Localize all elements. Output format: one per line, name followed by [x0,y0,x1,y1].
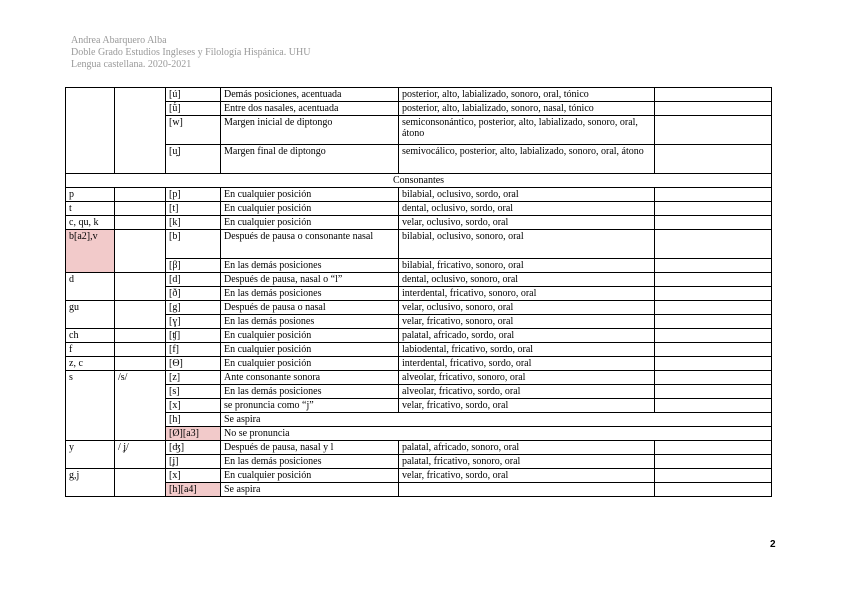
features-cell: palatal, africado, sonoro, oral [399,441,655,455]
position-cell: En las demás posiciones [221,385,399,399]
extra-cell [655,329,772,343]
spelling-cell: y [66,441,115,469]
features-cell: posterior, alto, labializado, sonoro, oral, tónico [399,88,655,102]
position-cell: Margen inicial de diptongo [221,116,399,145]
extra-cell [655,259,772,273]
position-cell: Entre dos nasales, acentuada [221,102,399,116]
extra-cell [655,441,772,455]
allophone-cell: [f] [166,343,221,357]
spelling-cell: t [66,202,115,216]
table-row [66,399,772,413]
allophone-cell: [u̯] [166,145,221,174]
position-cell: En cualquier posición [221,216,399,230]
extra-cell [655,216,772,230]
position-cell: Después de pausa, nasal y l [221,441,399,455]
position-cell: En cualquier posición [221,202,399,216]
table-row [66,202,772,216]
extra-cell [655,469,772,483]
header-degree: Doble Grado Estudios Ingleses y Filología Hispánica. UHU [71,47,311,58]
table-row [66,145,772,174]
features-cell: palatal, africado, sordo, oral [399,329,655,343]
allophone-cell: [g] [166,301,221,315]
allophone-cell: [k] [166,216,221,230]
table-row [66,441,772,455]
allophone-cell: [d] [166,273,221,287]
section-label-consonantes: Consonantes [66,174,772,188]
position-cell: Demás posiciones, acentuada [221,88,399,102]
allophone-cell: [β] [166,259,221,273]
phoneme-cell [115,202,166,216]
allophone-cell: [ṹ] [166,102,221,116]
position-cell: Margen final de diptongo [221,145,399,174]
position-cell: Ante consonante sonora [221,371,399,385]
extra-cell [655,188,772,202]
features-cell: interdental, fricativo, sonoro, oral [399,287,655,301]
spelling-cell: g,j [66,469,115,497]
spelling-cell: z, c [66,357,115,371]
features-cell: dental, oclusivo, sonoro, oral [399,273,655,287]
table-row [66,287,772,301]
features-cell: dental, oclusivo, sordo, oral [399,202,655,216]
extra-cell [655,385,772,399]
features-cell: alveolar, fricativo, sonoro, oral [399,371,655,385]
phoneme-cell [115,188,166,202]
table-row [66,469,772,483]
features-cell: velar, oclusivo, sordo, oral [399,216,655,230]
features-cell: bilabial, oclusivo, sonoro, oral [399,230,655,259]
allophone-cell: [s] [166,385,221,399]
position-cell: Después de pausa, nasal o “l” [221,273,399,287]
features-cell: interdental, fricativo, sordo, oral [399,357,655,371]
table-row [66,116,772,145]
section-row [66,174,772,188]
position-cell: se pronuncia como “j” [221,399,399,413]
extra-cell [655,145,772,174]
position-cell: No se pronuncia [221,427,772,441]
allophone-cell: [ʤ] [166,441,221,455]
extra-cell [655,273,772,287]
table-row [66,427,772,441]
extra-cell [655,287,772,301]
position-cell: En cualquier posición [221,469,399,483]
position-cell: En las demás posiones [221,315,399,329]
allophone-cell: [z] [166,371,221,385]
spelling-cell: d [66,273,115,301]
extra-cell [655,483,772,497]
phoneme-cell [115,343,166,357]
allophone-cell: [p] [166,188,221,202]
features-cell: labiodental, fricativo, sordo, oral [399,343,655,357]
table-row [66,343,772,357]
spelling-cell: f [66,343,115,357]
table-row [66,88,772,102]
phoneme-cell: / ʝ/ [115,441,166,469]
allophone-cell: [t] [166,202,221,216]
extra-cell [655,230,772,259]
phoneme-cell: /s/ [115,371,166,441]
allophone-cell: [x] [166,469,221,483]
features-cell: posterior, alto, labializado, sonoro, nasal, tónico [399,102,655,116]
phonetics-table [65,87,772,497]
phoneme-cell [115,273,166,301]
phoneme-cell [115,88,166,174]
phoneme-cell [115,357,166,371]
extra-cell [655,357,772,371]
phoneme-cell [115,469,166,497]
extra-cell [655,301,772,315]
allophone-cell: [ʧ] [166,329,221,343]
table-row [66,102,772,116]
features-cell: palatal, fricativo, sonoro, oral [399,455,655,469]
extra-cell [655,371,772,385]
table-row [66,216,772,230]
position-cell: En las demás posiciones [221,455,399,469]
table-row [66,357,772,371]
allophone-cell: [h] [166,413,221,427]
extra-cell [655,88,772,102]
extra-cell [655,343,772,357]
phoneme-cell [115,230,166,273]
allophone-cell-highlighted: [Ø][a3] [166,427,221,441]
allophone-cell: [ɣ] [166,315,221,329]
extra-cell [655,202,772,216]
spelling-cell: ch [66,329,115,343]
features-cell: alveolar, fricativo, sordo, oral [399,385,655,399]
spelling-cell-highlighted: b[a2],v [66,230,115,273]
allophone-cell: [w] [166,116,221,145]
extra-cell [655,102,772,116]
document-header [71,35,310,71]
table-row [66,188,772,202]
spelling-cell: c, qu, k [66,216,115,230]
position-cell: En cualquier posición [221,343,399,357]
allophone-cell: [x] [166,399,221,413]
spelling-cell [66,88,115,174]
table-row [66,413,772,427]
position-cell: En las demás posiciones [221,259,399,273]
features-cell: semiconsonántico, posterior, alto, labializado, sonoro, oral, átono [399,116,655,145]
table-row [66,329,772,343]
position-cell: En cualquier posición [221,188,399,202]
position-cell: Se aspira [221,413,772,427]
table-row [66,385,772,399]
allophone-cell: [Θ] [166,357,221,371]
table-row [66,230,772,259]
table-row [66,371,772,385]
extra-cell [655,116,772,145]
features-cell: velar, oclusivo, sonoro, oral [399,301,655,315]
features-cell: velar, fricativo, sordo, oral [399,469,655,483]
phoneme-cell [115,329,166,343]
features-cell: velar, fricativo, sonoro, oral [399,315,655,329]
position-cell: Después de pausa o consonante nasal [221,230,399,259]
phoneme-cell [115,216,166,230]
features-cell: semivocálico, posterior, alto, labializado, sonoro, oral, átono [399,145,655,174]
header-course: Lengua castellana. 2020-2021 [71,59,192,70]
spelling-cell: s [66,371,115,441]
extra-cell [655,399,772,413]
allophone-cell: [ð] [166,287,221,301]
table-row [66,273,772,287]
table-row [66,455,772,469]
table-row [66,301,772,315]
spelling-cell: p [66,188,115,202]
phoneme-cell [115,301,166,329]
page-number: 2 [770,539,776,550]
extra-cell [655,455,772,469]
table-row [66,315,772,329]
position-cell: Después de pausa o nasal [221,301,399,315]
table-row [66,483,772,497]
spelling-cell: gu [66,301,115,329]
features-cell: bilabial, fricativo, sonoro, oral [399,259,655,273]
position-cell: En las demás posiciones [221,287,399,301]
position-cell: En cualquier posición [221,329,399,343]
features-cell: velar, fricativo, sordo, oral [399,399,655,413]
features-cell: bilabial, oclusivo, sordo, oral [399,188,655,202]
extra-cell [655,315,772,329]
allophone-cell: [b] [166,230,221,259]
features-cell [399,483,655,497]
allophone-cell-highlighted: [h][a4] [166,483,221,497]
allophone-cell: [ʝ] [166,455,221,469]
allophone-cell: [ú] [166,88,221,102]
header-author: Andrea Abarquero Alba [71,35,167,46]
position-cell: Se aspira [221,483,399,497]
table-row [66,259,772,273]
position-cell: En cualquier posición [221,357,399,371]
